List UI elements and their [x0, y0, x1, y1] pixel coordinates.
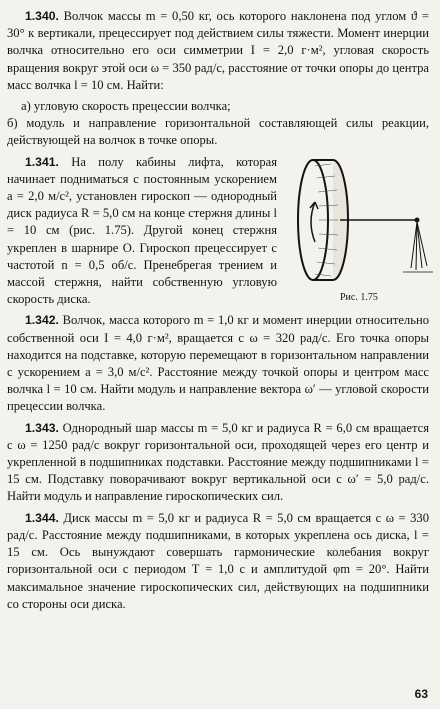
figure-caption: Рис. 1.75: [340, 292, 378, 303]
problem-number: 1.340.: [25, 9, 59, 23]
problem-item: а) угловую скорость прецессии волчка;: [21, 99, 231, 114]
problem-text: Диск массы m = 5,0 кг и радиуса R = 5,0 см вращается с ω = 330 рад/с. Расстояние между подшипниками, в которых укреплена ось диска, l = 15 см. Ось вынуждают совершать гармонические колебания вокруг горизонтальной оси с периодом T = 1,0 с и амплитудой φm = 20°. Найти максимальное значение гироскопических сил, действующих на подшипники со стороны оси диска.: [7, 510, 429, 611]
problem-text: Волчок, масса которого m = 1,0 кг и момент инерции относительно собственной оси I = 4,0 г·м², вращается с ω = 320 рад/с. Его точка опоры находится на подставке, которую перемещают в горизонтальном направлении с ускорением a = 3,0 м/с². Расстояние между точкой опоры и центром масс волчка l = 10 см. Найти модуль и направление вектора ω′ — угловой скорости прецессии волчка.: [7, 313, 429, 414]
pivot-o: [415, 218, 420, 223]
problem-item: б) модуль и направление горизонтальной составляющей силы реакции, действующей на волчок в точке опоры.: [7, 116, 429, 148]
problem-text: На полу кабины лифта, которая начинает подниматься с постоянным ускорением a = 2,0 м/с², установлен гироскоп — однородный диск радиуса R = 5,0 см на конце стержня длины l = 10 см (рис. 1.75). Другой конец стержня укреплен в шарнире O. Гироскоп прецессирует с частотой n = 0,5 об/с. Пренебрегая трением и массой стержня, найти собственную угловую скорость диска.: [7, 154, 277, 307]
pivot-stand: [411, 222, 427, 270]
problem-text: Волчок массы m = 0,50 кг, ось которого наклонена под углом ϑ = 30° к вертикали, прецессирует под действием силы тяжести. Момент инерции волчка относительно его оси симметрии I = 2,0 г·м², угловая скорость вращения вокруг этой оси ω = 350 рад/с, расстояние от точки опоры до центра масс волчка l = 10 см. Найти:: [7, 9, 429, 92]
problem-1343: [7, 420, 429, 506]
problems-text: [7, 8, 429, 617]
problem-number: 1.342.: [25, 313, 59, 328]
problem-1341: [7, 154, 277, 309]
problem-1340: [7, 8, 429, 94]
problem-1344: [7, 510, 429, 613]
problem-number: 1.344.: [25, 510, 59, 525]
page-number: 63: [414, 687, 428, 701]
problem-1342: [7, 312, 429, 415]
gyroscope-figure: [285, 150, 433, 290]
problem-number: 1.343.: [25, 420, 59, 435]
problem-text: Однородный шар массы m = 5,0 кг и радиуса R = 6,0 см вращается с ω = 1250 рад/с вокруг горизонтальной оси, проходящей через его центр и укрепленной в подшипниках подставки. Расстояние между подшипниками l = 15 см. Подставку поворачивают вокруг вертикальной оси с ω′ = 5,0 рад/с. Найти модуль и направление гироскопических сил.: [7, 420, 429, 504]
problem-number: 1.341.: [25, 154, 59, 169]
